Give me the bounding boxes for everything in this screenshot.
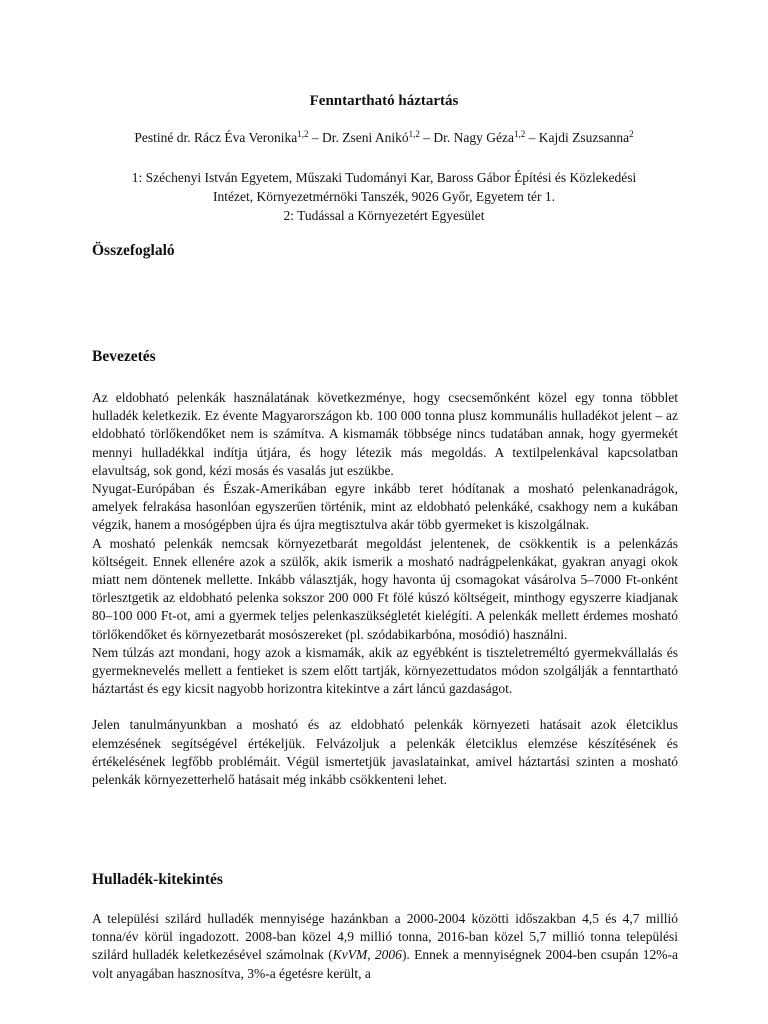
author-name: Pestiné dr. Rácz Éva Veronika <box>134 130 298 145</box>
intro-paragraph: Jelen tanulmányunkban a mosható és az eldobható pelenkák környezeti hatásait azok életciklus elemzésének segítségével értékeljük. Felvázoljuk a pelenkák életciklus elemzése készítésének és értékelésének legfőbb problémáit. Végül ismertetjük javaslatainkat, amivel háztartási szinten a mosható pelenkák környezetterhelő hatásait még inkább csökkenteni lehet. <box>92 717 678 788</box>
affiliations <box>80 168 688 225</box>
waste-text: A települési szilárd hulladék mennyisége hazánkban a 2000-2004 közötti időszakban 4,5 és 4,7 millió tonna/év körül ingadozott. 2008-ban közel 4,9 millió tonna, 2016-ban közel 5,7 millió tonna települési szilárd hulladék keletkezésével számolnak ( <box>92 911 678 963</box>
intro-paragraph: Az eldobható pelenkák használatának következménye, hogy csecsemőnként közel egy tonna többlet hulladék keletkezik. Ez évente Magyarországon kb. 100 000 tonna plusz kommunális hulladékot jelent – az eldobható törlőkendőket nem is számítva. A kismamák többsége nincs tudatában annak, hogy gyermekét mennyi hulladékkal indítja útjára, és hogy létezik más megoldás. A textilpelenkával kapcsolatban elavultság, sok gond, kézi mosás és vasalás jut eszükbe. <box>92 390 678 478</box>
intro-paragraph: A mosható pelenkák nemcsak környezetbarát megoldást jelentenek, de csökkentik is a pelenkázás költségeit. Ennek ellenére azok a szülők, akik ismerik a mosható nadrágpelenkákat, gyakran anyagi okok miatt nem döntenek mellette. Inkább választják, hogy havonta új csomagokat vásárolva 5–7000 Ft-onként törlesztgetik az eldobható pelenka sokszor 200 000 Ft fölé kúszó költségeit, minthogy egyszerre kiadjanak 80–100 000 Ft-ot, ami a gyermek teljes pelenkaszükségletét kielégíti. A pelenkák mellett érdemes mosható törlőkendőket és környezetbarát mosószereket (pl. szódabikarbóna, mosódió) használni. <box>92 535 678 642</box>
author-affiliation-mark: 1,2 <box>408 129 420 139</box>
section-heading-intro: Bevezetés <box>92 348 156 365</box>
waste-paragraph <box>92 910 678 983</box>
paragraph-gap <box>92 698 678 716</box>
author-separator: – <box>419 130 434 145</box>
author-name: Dr. Nagy Géza <box>433 130 514 145</box>
author-name: Kajdi Zsuzsanna <box>538 130 630 145</box>
paper-title: Fenntartható háztartás <box>309 93 459 109</box>
author-separator: – <box>308 130 322 145</box>
author-affiliation-mark: 1,2 <box>297 129 309 139</box>
intro-paragraph: Nyugat-Európában és Észak-Amerikában egyre inkább teret hódítanak a mosható pelenkanadrágok, amelyek felrakása hasonlóan egyszerűen történik, mint az eldobható pelenkáké, csakhogy nem a kukában végzik, hanem a mosógépben újra és újra megtisztulva akár több gyermeket is kiszolgálnak. <box>92 481 678 533</box>
author-separator: – <box>525 130 539 145</box>
author-affiliation-mark: 1,2 <box>513 129 526 139</box>
intro-body <box>92 389 678 789</box>
author-line <box>0 130 768 146</box>
affiliation-line: 1: Széchenyi István Egyetem, Műszaki Tudományi Kar, Baross Gábor Építési és Közlekedési <box>131 170 637 185</box>
waste-body <box>92 910 678 983</box>
affiliation-line: 2: Tudással a Környezetért Egyesület <box>283 208 485 223</box>
author-name: Dr. Zseni Anikó <box>322 130 409 145</box>
intro-paragraph: Nem túlzás azt mondani, hogy azok a kismamák, akik az egyébként is tiszteletreméltó gyermekvállalás és gyermeknevelés mellett a fentieket is szem előtt tartják, környezettudatos módon szolgálják a fenntartható háztartást és egy kicsit nagyobb horizontra kitekintve a zárt láncú gazdaságot. <box>92 644 678 697</box>
section-heading-waste: Hulladék-kitekintés <box>92 871 223 888</box>
affiliation-line: Intézet, Környezetmérnöki Tanszék, 9026 Győr, Egyetem tér 1. <box>212 189 556 204</box>
author-affiliation-mark: 2 <box>629 129 634 139</box>
section-heading-summary: Összefoglaló <box>92 242 175 259</box>
waste-text: ). Ennek a mennyiségnek 2004-ben csupán 12%-a volt anyagában hasznosítva, 3%-a égetésre került, a <box>92 947 678 981</box>
citation: KvVM, 2006 <box>332 947 402 963</box>
